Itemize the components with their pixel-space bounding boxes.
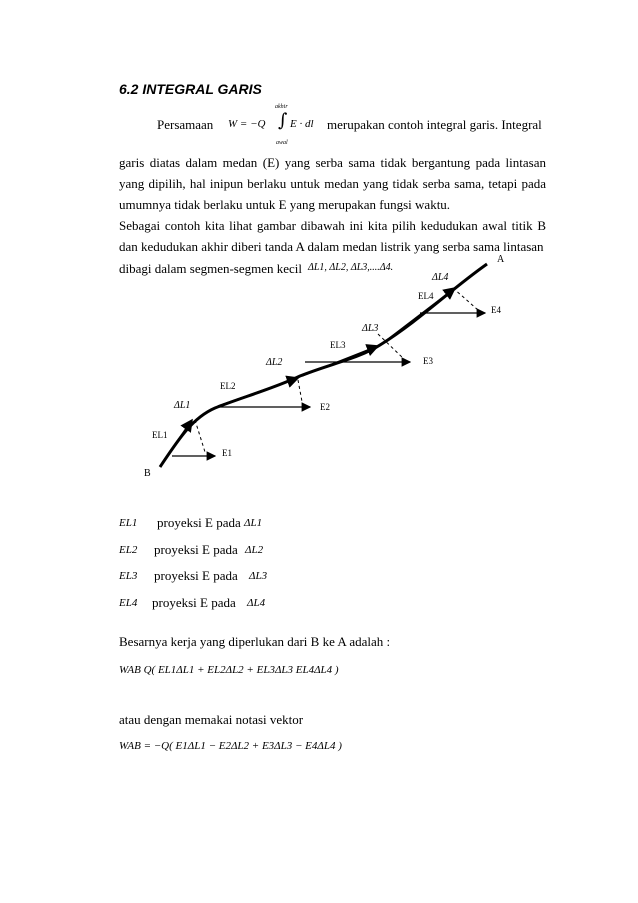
projection-el-4: EL4 — [119, 597, 138, 609]
label-el3: EL3 — [330, 340, 346, 350]
projection-desc-3: proyeksi E pada — [154, 568, 238, 583]
label-el1: EL1 — [152, 430, 168, 440]
label-e1: E1 — [222, 448, 232, 458]
projection-dl-3: ΔL3 — [249, 570, 268, 582]
projection-dl-1: ΔL1 — [244, 517, 263, 529]
label-dl4: ΔL4 — [432, 272, 449, 283]
work-sentence: Besarnya kerja yang diperlukan dari B ke A adalah : — [119, 634, 391, 649]
section-title: 6.2 INTEGRAL GARIS — [119, 81, 262, 97]
projection-4 — [453, 288, 478, 310]
intro-trail: merupakan contoh integral garis. Integral — [327, 117, 542, 132]
paragraph-2-end: dibagi dalam segmen-segmen kecil — [119, 261, 303, 276]
projection-2 — [298, 380, 303, 407]
projection-el-1: EL1 — [119, 517, 138, 529]
projection-dl-2: ΔL2 — [245, 544, 264, 556]
projection-desc-2: proyeksi E pada — [154, 542, 238, 557]
label-dl2: ΔL2 — [266, 357, 283, 368]
work-equation-vector: WAB = −Q( E1ΔL1 − E2ΔL2 + E3ΔL3 − E4ΔL4 ) — [119, 740, 342, 752]
equation-integrand: E · dl — [290, 118, 314, 130]
segments-inline: ΔL1, ΔL2, ΔL3,....Δ4. — [308, 262, 394, 273]
integral-upper-limit: akhir — [275, 104, 288, 110]
work-equation-scalar: WAB Q( EL1ΔL1 + EL2ΔL2 + EL3ΔL3 EL4ΔL4 ) — [119, 664, 339, 676]
projection-desc-1: proyeksi E pada — [157, 515, 241, 530]
integral-sign: ∫ — [278, 110, 288, 131]
work-sentence-vector: atau dengan memakai notasi vektor — [119, 712, 304, 727]
label-el4: EL4 — [418, 291, 434, 301]
point-a-label: A — [497, 254, 505, 265]
label-e3: E3 — [423, 356, 433, 366]
paragraph-1: garis diatas dalam medan (E) yang serba sama tidak bergantung pada lintasan yang dipilih, hal inipun berlaku untuk medan yang tidak serba sama, tetapi pada umumnya tidak berlaku untuk E yang merupakan fungsi waktu. — [119, 155, 546, 212]
label-el2: EL2 — [220, 381, 236, 391]
integral-lower-limit: awal — [276, 140, 288, 146]
label-e2: E2 — [320, 402, 330, 412]
label-dl3: ΔL3 — [362, 323, 379, 334]
intro-lead: Persamaan — [157, 117, 214, 132]
projection-el-2: EL2 — [119, 544, 138, 556]
label-e4: E4 — [491, 305, 501, 315]
projection-el-3: EL3 — [119, 570, 138, 582]
trajectory-path — [160, 264, 487, 467]
dl3-arrow — [302, 346, 378, 376]
projection-dl-4: ΔL4 — [247, 597, 266, 609]
paragraph-2: Sebagai contoh kita lihat gambar dibawah ini kita pilih kedudukan awal titik B dan kedudukan akhir diberi tanda A dalam medan listrik yang serba sama lintasan — [119, 218, 546, 254]
equation-lhs: W = −Q — [228, 118, 266, 130]
point-b-label: B — [144, 468, 151, 479]
projection-1 — [195, 420, 205, 452]
label-dl1: ΔL1 — [174, 400, 191, 411]
projection-desc-4: proyeksi E pada — [152, 595, 236, 610]
